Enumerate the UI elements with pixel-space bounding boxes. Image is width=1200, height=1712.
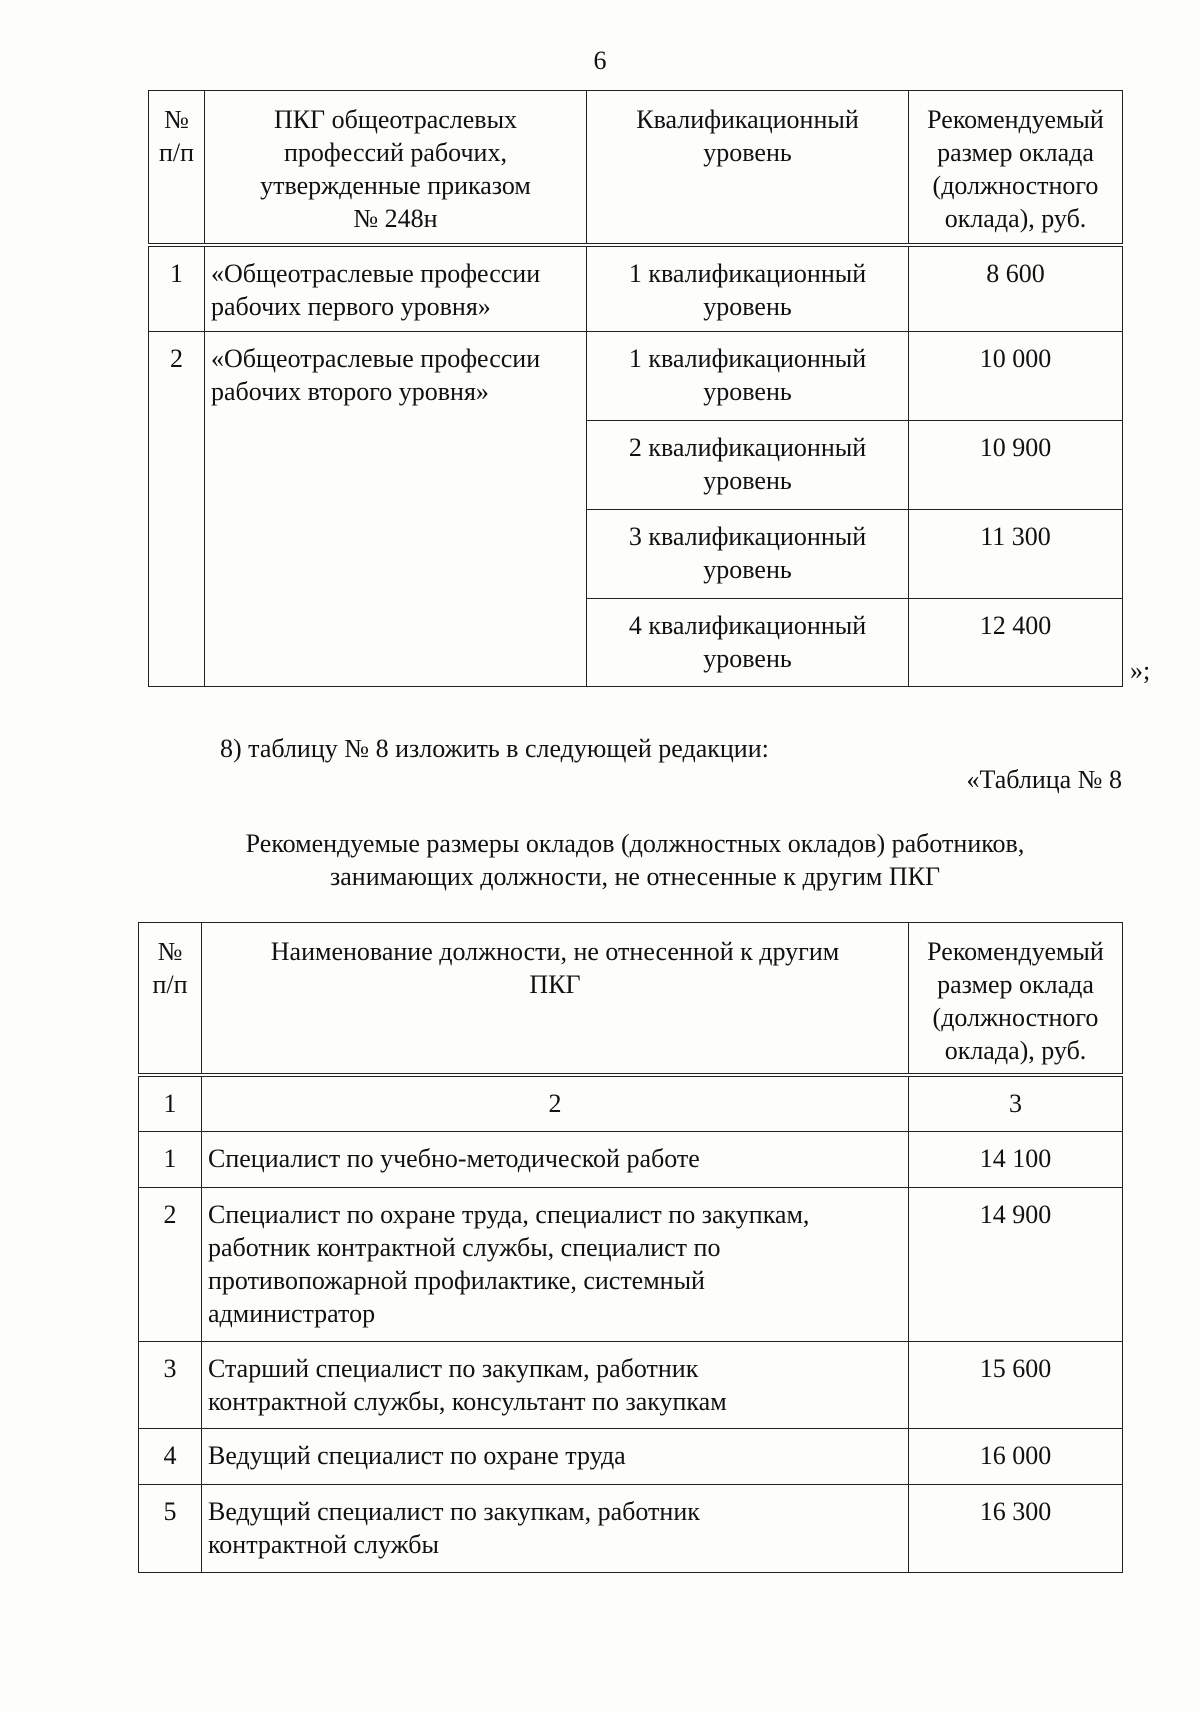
salary-value: 16 300 — [909, 1484, 1123, 1572]
row-number: 1 — [149, 245, 205, 332]
header-number: № п/п — [149, 91, 205, 245]
table-row — [139, 1187, 1123, 1341]
position-name: Специалист по охране труда, специалист по закупкам, работник контрактной службы, специалист по противопожарной профилактике, системный администратор — [202, 1187, 909, 1341]
positions-salary-table — [138, 922, 1123, 1573]
salary-value: 16 000 — [909, 1428, 1123, 1484]
qualification-level: 2 квалификационный уровень — [587, 421, 909, 510]
salary-value: 8 600 — [909, 245, 1123, 332]
row-number: 4 — [139, 1428, 202, 1484]
header-pkg: ПКГ общеотраслевых профессий рабочих, утвержденные приказом № 248н — [205, 91, 587, 245]
header-salary: Рекомендуемый размер оклада (должностного оклада), руб. — [909, 91, 1123, 245]
row-number: 2 — [149, 332, 205, 687]
table-title: Рекомендуемые размеры окладов (должностных окладов) работников, занимающих должности, не отнесенные к другим ПКГ — [245, 829, 1025, 891]
position-name: Ведущий специалист по охране труда — [202, 1428, 909, 1484]
closing-quote-mark: »; — [1130, 656, 1151, 685]
table-row — [139, 1484, 1123, 1572]
table-row — [139, 1341, 1123, 1428]
row-number: 3 — [139, 1341, 202, 1428]
position-name: Старший специалист по закупкам, работник контрактной службы, консультант по закупкам — [202, 1341, 909, 1428]
table-label: «Таблица № 8 — [966, 765, 1122, 794]
salary-value: 10 900 — [909, 421, 1123, 510]
pkg-name: «Общеотраслевые профессии рабочих первого уровня» — [205, 245, 587, 332]
table-header-row — [149, 91, 1123, 245]
qualification-level: 1 квалификационный уровень — [587, 332, 909, 421]
table-row — [139, 1428, 1123, 1484]
header-level: Квалификационный уровень — [587, 91, 909, 245]
salary-value: 14 900 — [909, 1187, 1123, 1341]
item-8-text: 8) таблицу № 8 изложить в следующей редакции: — [220, 734, 769, 763]
professions-salary-table — [148, 90, 1123, 687]
column-number-row — [139, 1075, 1123, 1131]
qualification-level: 3 квалификационный уровень — [587, 510, 909, 599]
row-number: 1 — [139, 1131, 202, 1187]
table-row — [149, 245, 1123, 332]
pkg-name: «Общеотраслевые профессии рабочих второго уровня» — [205, 332, 587, 687]
qualification-level: 1 квалификационный уровень — [587, 245, 909, 332]
header-number: № п/п — [139, 923, 202, 1076]
salary-value: 12 400 — [909, 599, 1123, 687]
position-name: Специалист по учебно-методической работе — [202, 1131, 909, 1187]
page-number: 6 — [593, 46, 607, 75]
row-number: 5 — [139, 1484, 202, 1572]
table-row — [149, 332, 1123, 421]
salary-value: 15 600 — [909, 1341, 1123, 1428]
table-row — [139, 1131, 1123, 1187]
row-number: 2 — [139, 1187, 202, 1341]
table-header-row — [139, 923, 1123, 1076]
column-number: 1 — [139, 1075, 202, 1131]
header-position: Наименование должности, не отнесенной к другим ПКГ — [202, 923, 909, 1076]
header-salary: Рекомендуемый размер оклада (должностного оклада), руб. — [909, 923, 1123, 1076]
salary-value: 14 100 — [909, 1131, 1123, 1187]
qualification-level: 4 квалификационный уровень — [587, 599, 909, 687]
salary-value: 10 000 — [909, 332, 1123, 421]
position-name: Ведущий специалист по закупкам, работник контрактной службы — [202, 1484, 909, 1572]
column-number: 2 — [202, 1075, 909, 1131]
column-number: 3 — [909, 1075, 1123, 1131]
salary-value: 11 300 — [909, 510, 1123, 599]
